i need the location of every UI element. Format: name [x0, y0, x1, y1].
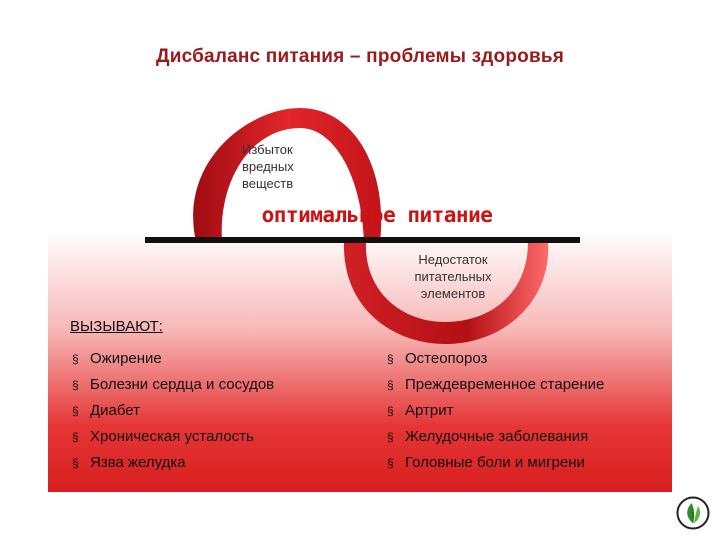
bullet-icon: §: [72, 378, 79, 392]
bullet-icon: §: [72, 456, 79, 470]
bullet-icon: §: [387, 456, 394, 470]
list-item: [387, 398, 604, 424]
excess-label: Избыток вредных веществ: [242, 142, 294, 191]
cause-heading: ВЫЗЫВАЮТ:: [70, 318, 163, 335]
list-item-label: Желудочные заболевания: [405, 428, 589, 445]
list-item-label: Преждевременное старение: [405, 376, 605, 393]
slide-title: Дисбаланс питания – проблемы здоровья: [155, 46, 564, 67]
list-item: [387, 450, 604, 476]
list-item: [72, 424, 274, 450]
right-disease-list: [387, 346, 604, 476]
list-item-label: Язва желудка: [90, 454, 186, 471]
list-item: [72, 398, 274, 424]
list-item-label: Головные боли и мигрени: [405, 454, 585, 471]
bullet-icon: §: [72, 352, 79, 366]
list-item-label: Диабет: [90, 402, 141, 419]
bullet-icon: §: [387, 352, 394, 366]
left-disease-list: [72, 346, 274, 476]
list-item-label: Болезни сердца и сосудов: [90, 376, 275, 393]
list-item: [72, 450, 274, 476]
list-item: [72, 346, 274, 372]
optimal-nutrition-label: оптимальное питание: [261, 203, 493, 227]
list-item-label: Ожирение: [90, 350, 162, 367]
bullet-icon: §: [72, 404, 79, 418]
list-item-label: Остеопороз: [405, 350, 488, 367]
list-item: [72, 372, 274, 398]
list-item: [387, 372, 604, 398]
deficit-label: Недостаток питательных элементов: [414, 252, 492, 301]
list-item-label: Хроническая усталость: [90, 428, 254, 445]
leaf-logo-icon: [676, 496, 710, 530]
bullet-icon: §: [387, 404, 394, 418]
list-item: [387, 346, 604, 372]
bullet-icon: §: [387, 430, 394, 444]
bullet-icon: §: [72, 430, 79, 444]
balance-line: [145, 237, 580, 243]
bullet-icon: §: [387, 378, 394, 392]
list-item: [387, 424, 604, 450]
list-item-label: Артрит: [405, 402, 454, 419]
